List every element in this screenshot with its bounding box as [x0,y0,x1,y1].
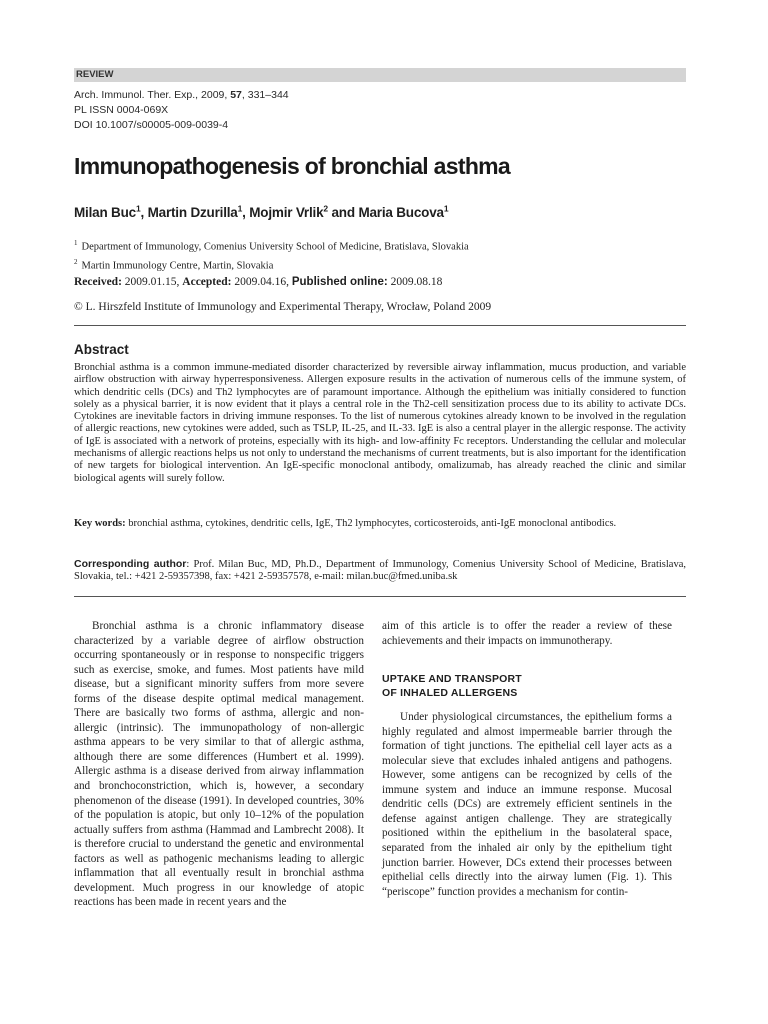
keywords-text: bronchial asthma, cytokines, dendritic cells, IgE, Th2 lymphocytes, corticosteroids, anti-IgE monoclonal antibodics. [125,518,617,529]
author: Martin Dzurilla$^1$, [147,203,250,220]
divider [74,596,686,597]
divider [74,325,686,326]
author: Mojmir Vrlik$^2$ and [249,203,359,220]
citation-volume: 57 [230,89,242,101]
body-column-left [74,619,364,910]
received-label: Received: [74,276,122,288]
body-column-right [382,619,672,899]
publication-dates [74,276,442,288]
citation-pages: , 331–344 [241,89,289,101]
corresponding-author [74,558,686,584]
author: Maria Bucova$^1$ [358,203,449,220]
citation-line [74,88,289,103]
accepted-date: 2009.04.16, [231,276,292,288]
section-heading-line: UPTAKE AND TRANSPORT [382,673,522,686]
author-list [74,203,448,220]
review-section-bar [74,68,686,82]
citation-journal: Arch. Immunol. Ther. Exp., 2009, [74,89,231,101]
abstract-heading: Abstract [74,342,129,357]
doi-line: DOI 10.1007/s00005-009-0039-4 [74,119,229,131]
abstract-text: Bronchial asthma is a common immune-mediated disorder characterized by reversible airway inflammation, mucus production, and variable airflow obstruction with airway hyperresponsiveness. Allergen exposure results in the activation of numerous cells of the immune system, of which dendritic cells (DCs) and Th2 lymphocytes are of paramount importance. Although the epithelium was initially considered to function solely as a physical barrier, it is now evident that it plays a central role in the Th2-cell sensitization process due to its ability to activate DCs. Cytokines are inevitable factors in driving immune responses. To the list of numerous cytokines already known to be involved in the regulation of allergic reactions, new cytokines were added, such as TSLP, IL-25, and IL-33. IgE is also a central player in the allergic response. The activity of IgE is associated with a network of proteins, especially with its high- and low-affinity Fc receptors. Understanding the cellular and molecular mechanisms of allergic reactions helps us not only to understand the mechanisms of current treatments, but is also important for the identification of new targets for biological intervention. An IgE-specific monoclonal antibody, omalizumab, has already reached the clinic and similar biological agents will surely follow. [74,362,686,484]
accepted-label: Accepted: [182,276,232,288]
citation-block [74,88,289,133]
author: Milan Buc$^1$, [74,203,148,220]
section-label: REVIEW [76,69,114,80]
published-label: Published online: [291,276,388,288]
received-date: 2009.01.15, [121,276,183,288]
article-page [74,0,686,1024]
corresponding-text: : Prof. Milan Buc, MD, Ph.D., Department of Immunology, Comenius University School of Medicine, Bratislava, Slovakia, tel.: +421 2-59357398, fax: +421 2-59357578, e-mail: milan.buc@fmed.uniba.sk [74,559,686,583]
copyright-line: © L. Hirszfeld Institute of Immunology and Experimental Therapy, Wrocław, Poland 2009 [74,301,492,313]
section-heading [382,672,672,700]
keywords [74,518,686,530]
section-heading-line: OF INHALED ALLERGENS [382,687,518,700]
body-paragraph: Bronchial asthma is a chronic inflammatory disease characterized by a variable degree of airflow obstruction occurring spontaneously or in response to nonspecific triggers such as exercise, smoke, and fumes. Most patients have mild disease, but a significant minority suffers from more severe forms of the disease despite optimal medical management. There are basically two forms of asthma, allergic and non-allergic (intrinsic). The immunopathology of non-allergic asthma appears to be very similar to that of allergic asthma, although there are some differences (Humbert et al. 1999). Allergic asthma is a disease derived from airway inflammation and bronchoconstriction, which is, however, a secondary phenomenon of the disease (1991). In developed countries, 30% of the population is atopic, but only 10–12% of the population actually suffers from asthma (Hammad and Lambrecht 2008). It is therefore crucial to understand the genetic and environmental factors as well as pathogenic mechanisms leading to allergic inflammation that all eventually result in bronchial asthma development. Much progress in our knowledge of atopic reactions has been made in recent years and the [74,620,364,909]
corresponding-label: Corresponding author [74,558,187,570]
published-date: 2009.08.18 [387,276,443,288]
body-paragraph: aim of this article is to offer the reader a review of these achievements and their impacts on immunotherapy. [382,620,672,647]
keywords-label: Key words: [74,518,126,529]
issn-line: PL ISSN 0004-069X [74,104,169,116]
article-title: Immunopathogenesis of bronchial asthma [74,153,511,179]
affiliation-list [74,236,469,273]
affiliation: $^1$ Department of Immunology, Comenius University School of Medicine, Bratislava, Slovakia [74,239,469,253]
affiliation: $^2$ Martin Immunology Centre, Martin, Slovakia [74,257,274,271]
body-paragraph: Under physiological circumstances, the epithelium forms a highly regulated and almost impermeable barrier through the formation of tight junctions. The epithelial cell layer acts as a molecular sieve that excludes inhaled antigens and pathogens. However, some antigens can be recognized by cells of the immune system and induce an immune response. Mucosal dendritic cells (DCs) are extremely efficient sentinels in the defense against antigen challenge. They are strategically positioned within the epithelium in the basolateral space, separated from the inhaled air only by the epithelium tight junction barrier. However, DCs extend their processes between epithelial cells directly into the airway lumen (Fig. 1). This “periscope” function provides a mechanism for contin- [382,711,672,898]
